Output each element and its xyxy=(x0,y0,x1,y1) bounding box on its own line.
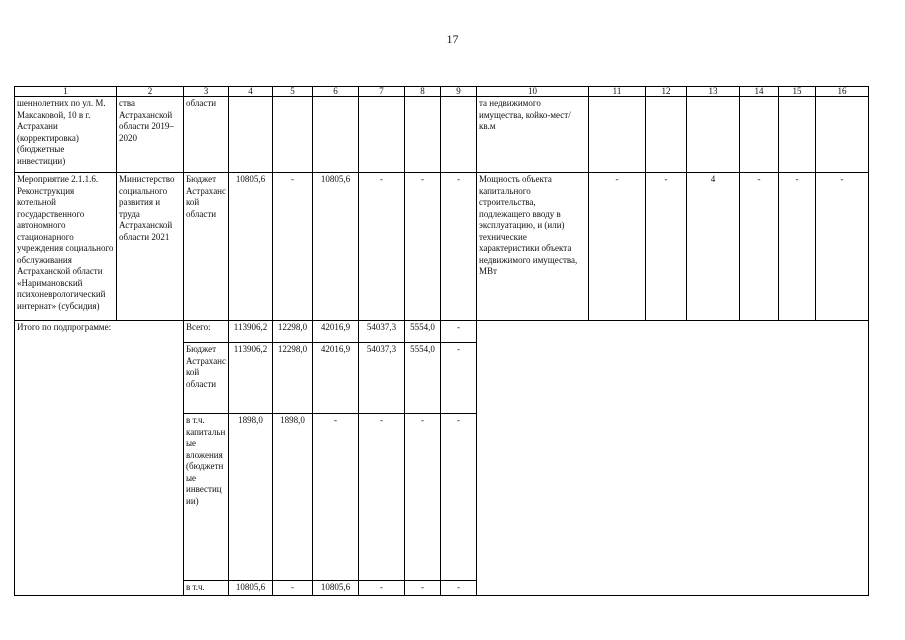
value-cell: - xyxy=(646,173,687,321)
indicator-cell: Мощность объекта капитального строительства, подлежащего вводу в эксплуатацию, и (или) технические характеристики объекта недвижимого имущества, МВт xyxy=(477,173,589,321)
value-cell xyxy=(740,97,779,173)
column-number-row xyxy=(15,87,869,97)
table-row xyxy=(15,97,869,173)
value-cell: - xyxy=(441,321,477,343)
value-cell: 1898,0 xyxy=(273,414,313,581)
value-cell: - xyxy=(441,173,477,321)
col-header: 8 xyxy=(405,87,441,97)
value-cell xyxy=(646,97,687,173)
value-cell: 12298,0 xyxy=(273,321,313,343)
col-header: 14 xyxy=(740,87,779,97)
value-cell: 10805,6 xyxy=(313,173,359,321)
col-header: 9 xyxy=(441,87,477,97)
col-header: 11 xyxy=(589,87,646,97)
value-cell: 10805,6 xyxy=(313,581,359,596)
value-cell: 54037,3 xyxy=(359,321,405,343)
value-cell: - xyxy=(589,173,646,321)
executor-cell: ства Астраханской области 2019–2020 xyxy=(117,97,184,173)
source-cell: в т.ч. капитальные вложения (бюджетные инвестиции) xyxy=(184,414,229,581)
value-cell: - xyxy=(740,173,779,321)
value-cell: - xyxy=(359,581,405,596)
col-header: 13 xyxy=(687,87,740,97)
value-cell xyxy=(359,97,405,173)
col-header: 15 xyxy=(779,87,816,97)
program-table xyxy=(14,86,869,596)
source-cell: области xyxy=(184,97,229,173)
value-cell xyxy=(273,97,313,173)
value-cell xyxy=(441,97,477,173)
value-cell xyxy=(779,97,816,173)
value-cell xyxy=(687,97,740,173)
col-header: 5 xyxy=(273,87,313,97)
value-cell: 10805,6 xyxy=(229,581,273,596)
value-cell: 113906,2 xyxy=(229,343,273,414)
value-cell: 1898,0 xyxy=(229,414,273,581)
value-cell: - xyxy=(816,173,869,321)
value-cell: 113906,2 xyxy=(229,321,273,343)
value-cell: - xyxy=(441,414,477,581)
value-cell: - xyxy=(359,414,405,581)
value-cell: - xyxy=(405,414,441,581)
executor-cell: Министерство социального развития и труда Астраханской области 2021 xyxy=(117,173,184,321)
col-header: 7 xyxy=(359,87,405,97)
value-cell: - xyxy=(359,173,405,321)
indicator-cell: та недвижимого имущества, койко-мест/ кв.м xyxy=(477,97,589,173)
value-cell xyxy=(589,97,646,173)
col-header: 1 xyxy=(15,87,117,97)
value-cell: - xyxy=(779,173,816,321)
totals-row xyxy=(15,321,869,343)
value-cell xyxy=(816,97,869,173)
col-header: 6 xyxy=(313,87,359,97)
totals-label: Итого по подпрограмме: xyxy=(15,321,184,596)
page-number: 17 xyxy=(446,32,459,46)
value-cell: 5554,0 xyxy=(405,321,441,343)
value-cell: 10805,6 xyxy=(229,173,273,321)
value-cell: - xyxy=(441,581,477,596)
source-cell: в т.ч. xyxy=(184,581,229,596)
col-header: 10 xyxy=(477,87,589,97)
value-cell: - xyxy=(405,581,441,596)
value-cell: - xyxy=(273,581,313,596)
source-cell: Бюджет Астраханской области xyxy=(184,173,229,321)
value-cell: 12298,0 xyxy=(273,343,313,414)
value-cell: - xyxy=(313,414,359,581)
value-cell: 54037,3 xyxy=(359,343,405,414)
col-header: 16 xyxy=(816,87,869,97)
value-cell: - xyxy=(441,343,477,414)
value-cell xyxy=(229,97,273,173)
col-header: 2 xyxy=(117,87,184,97)
value-cell: - xyxy=(273,173,313,321)
table-row xyxy=(15,173,869,321)
col-header: 12 xyxy=(646,87,687,97)
value-cell: 42016,9 xyxy=(313,343,359,414)
value-cell: - xyxy=(405,173,441,321)
value-cell: 4 xyxy=(687,173,740,321)
col-header: 3 xyxy=(184,87,229,97)
value-cell xyxy=(405,97,441,173)
source-cell: Бюджет Астраханской области xyxy=(184,343,229,414)
source-cell: Всего: xyxy=(184,321,229,343)
measure-name-cell: шеннолетних по ул. М. Максаковой, 10 в г. Астрахани (корректировка) (бюджетные инвестиции) xyxy=(15,97,117,173)
measure-name-cell: Мероприятие 2.1.1.6. Реконструкция котельной государственного автономного стационарного учреждения социального обслуживания Астраханской области «Наримановский психоневрологический интернат» (субсидия) xyxy=(15,173,117,321)
value-cell: 5554,0 xyxy=(405,343,441,414)
value-cell: 42016,9 xyxy=(313,321,359,343)
col-header: 4 xyxy=(229,87,273,97)
value-cell xyxy=(313,97,359,173)
empty-region xyxy=(477,321,869,596)
